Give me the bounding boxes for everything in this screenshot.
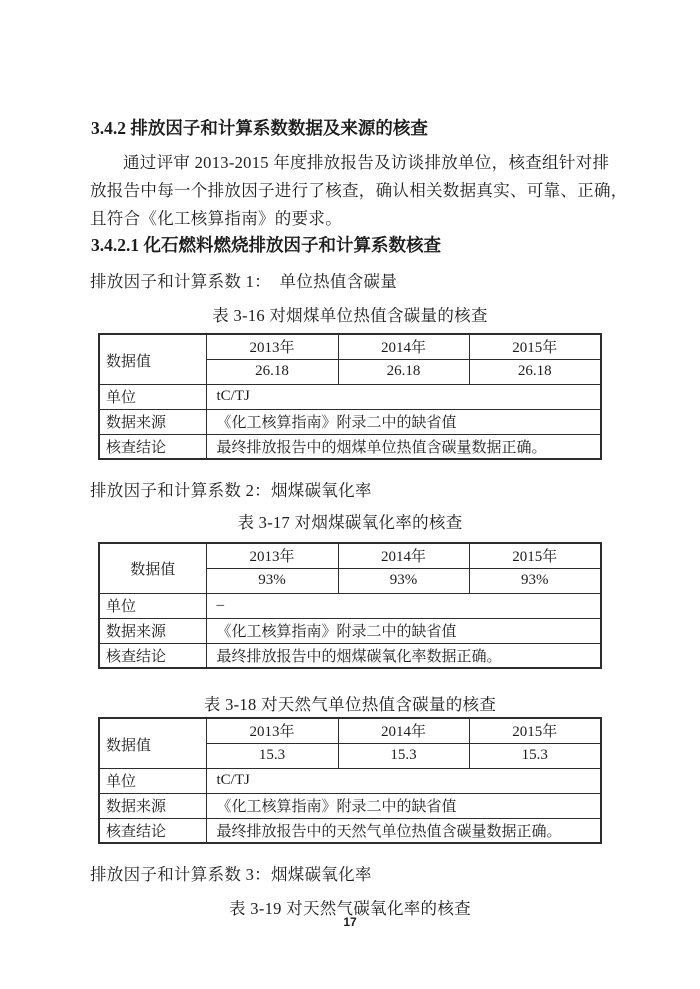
- page-number: 17: [343, 915, 357, 929]
- conclusion-value: 最终排放报告中的烟煤单位热值含碳量数据正确。: [206, 434, 601, 459]
- table-row: [99, 818, 601, 843]
- row-label-source: 数据来源: [99, 793, 206, 818]
- row-label-data-value: 数据值: [99, 543, 206, 593]
- table-caption-3-17: 表 3-17 对烟煤碳氧化率的核查: [237, 513, 463, 532]
- intro-paragraph-line: 放报告中每一个排放因子进行了核查，确认相关数据真实、可靠、正确，: [90, 181, 628, 200]
- row-label-unit: 单位: [99, 384, 206, 409]
- intro-paragraph: [90, 149, 628, 233]
- factor-line-2: 排放因子和计算系数 2：烟煤碳氧化率: [90, 481, 372, 500]
- table-row: [99, 384, 601, 409]
- table-3-18: [98, 717, 602, 844]
- value-cell-2014: 26.18: [338, 359, 469, 384]
- unit-value: –: [206, 593, 601, 618]
- row-label-conclusion: 核查结论: [99, 643, 206, 668]
- conclusion-value: 最终排放报告中的烟煤碳氧化率数据正确。: [206, 643, 601, 668]
- row-label-data-value: 数据值: [99, 718, 206, 768]
- factor-line-3: 排放因子和计算系数 3：烟煤碳氧化率: [90, 865, 372, 884]
- source-value: 《化工核算指南》附录二中的缺省值: [206, 793, 601, 818]
- row-label-source: 数据来源: [99, 618, 206, 643]
- row-label-source: 数据来源: [99, 409, 206, 434]
- intro-paragraph-line: 且符合《化工核算指南》的要求。: [90, 209, 342, 228]
- section-heading-3-4-2-1: 3.4.2.1 化石燃料燃烧排放因子和计算系数核查: [91, 235, 441, 255]
- table-row: [99, 793, 601, 818]
- table-3-16: [98, 333, 602, 460]
- factor-line-1: 排放因子和计算系数 1： 单位热值含碳量: [90, 272, 398, 291]
- value-cell-2013: 15.3: [206, 743, 338, 768]
- row-label-unit: 单位: [99, 768, 206, 793]
- value-cell-2015: 93%: [469, 568, 601, 593]
- table-row: [99, 434, 601, 459]
- table-3-17: [98, 542, 602, 669]
- value-cell-2015: 26.18: [469, 359, 601, 384]
- row-label-unit: 单位: [99, 593, 206, 618]
- row-label-conclusion: 核查结论: [99, 818, 206, 843]
- intro-paragraph-line: 通过评审 2013-2015 年度排放报告及访谈排放单位，核查组针对排: [123, 153, 610, 172]
- section-heading-3-4-2: 3.4.2 排放因子和计算系数数据及来源的核查: [91, 118, 428, 138]
- year-header-2015: 2015年: [469, 334, 601, 359]
- value-cell-2013: 93%: [206, 568, 338, 593]
- year-header-2013: 2013年: [206, 543, 338, 568]
- table-caption-3-18: 表 3-18 对天然气单位热值含碳量的核查: [203, 695, 497, 714]
- year-header-2014: 2014年: [338, 334, 469, 359]
- source-value: 《化工核算指南》附录二中的缺省值: [206, 618, 601, 643]
- value-cell-2014: 93%: [338, 568, 469, 593]
- table-row: [99, 643, 601, 668]
- year-header-2015: 2015年: [469, 718, 601, 743]
- value-cell-2013: 26.18: [206, 359, 338, 384]
- row-label-conclusion: 核查结论: [99, 434, 206, 459]
- table-row: [99, 593, 601, 618]
- source-value: 《化工核算指南》附录二中的缺省值: [206, 409, 601, 434]
- year-header-2014: 2014年: [338, 543, 469, 568]
- year-header-2013: 2013年: [206, 718, 338, 743]
- table-row: [99, 618, 601, 643]
- value-cell-2015: 15.3: [469, 743, 601, 768]
- table-row: [99, 543, 601, 568]
- table-row: [99, 334, 601, 359]
- table-row: [99, 768, 601, 793]
- year-header-2013: 2013年: [206, 334, 338, 359]
- table-caption-3-16: 表 3-16 对烟煤单位热值含碳量的核查: [212, 306, 488, 325]
- unit-value: tC/TJ: [206, 768, 601, 793]
- conclusion-value: 最终排放报告中的天然气单位热值含碳量数据正确。: [206, 818, 601, 843]
- row-label-data-value: 数据值: [99, 334, 206, 384]
- table-row: [99, 718, 601, 743]
- year-header-2015: 2015年: [469, 543, 601, 568]
- unit-value: tC/TJ: [206, 384, 601, 409]
- table-caption-3-19: 表 3-19 对天然气碳氧化率的核查: [229, 899, 471, 918]
- year-header-2014: 2014年: [338, 718, 469, 743]
- table-row: [99, 409, 601, 434]
- value-cell-2014: 15.3: [338, 743, 469, 768]
